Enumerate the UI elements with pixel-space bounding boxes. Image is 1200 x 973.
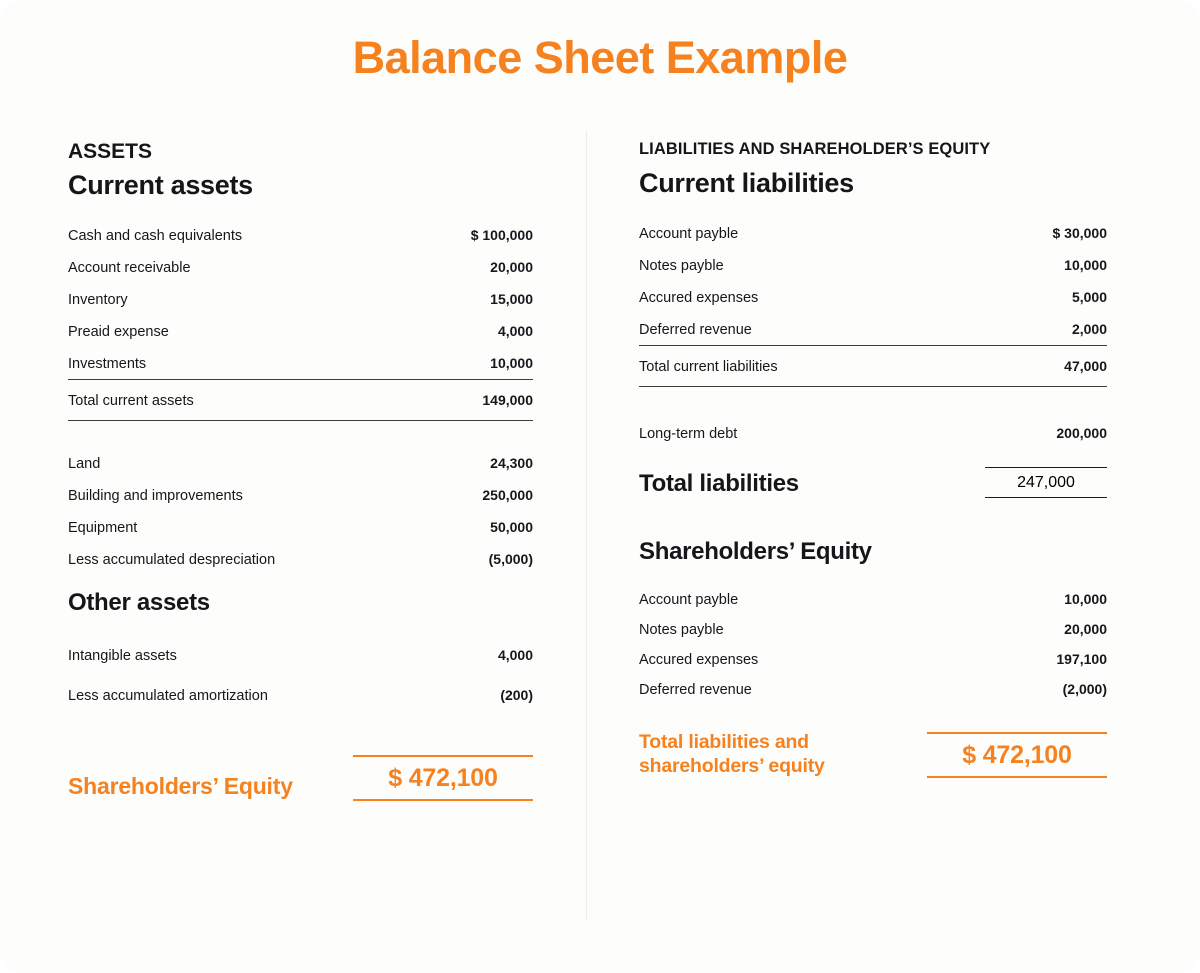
current-assets-rows xyxy=(68,219,533,379)
page-title: Balance Sheet Example xyxy=(352,32,848,83)
row-label: Account payble xyxy=(639,591,739,608)
table-row xyxy=(639,614,1107,644)
table-row xyxy=(639,584,1107,614)
table-row xyxy=(68,675,533,715)
row-label: Total current liabilities xyxy=(639,359,778,376)
row-label: Inventory xyxy=(68,292,128,309)
row-value: 24,300 xyxy=(490,455,533,472)
row-label: Equipment xyxy=(68,520,138,537)
spacer xyxy=(639,453,1107,467)
row-label: Notes payble xyxy=(639,621,724,638)
other-assets-heading: Other assets xyxy=(68,589,210,617)
spacer xyxy=(68,421,533,447)
row-value: 197,100 xyxy=(1056,650,1107,667)
total-current-liabilities-bottom-rule xyxy=(639,386,1107,387)
other-assets-rows xyxy=(68,635,533,715)
row-value: 250,000 xyxy=(482,487,533,504)
table-row xyxy=(639,249,1107,281)
row-value: 4,000 xyxy=(497,323,533,340)
shareholders-equity-heading: Shareholders’ Equity xyxy=(639,538,872,566)
row-value: 5,000 xyxy=(1071,289,1107,306)
total-current-assets-bottom-rule xyxy=(68,420,533,421)
total-liabilities-value: 247,000 xyxy=(1017,474,1075,492)
current-liabilities-rows xyxy=(639,217,1107,345)
row-label: Account payble xyxy=(639,226,739,243)
table-row xyxy=(639,217,1107,249)
table-row xyxy=(68,283,533,315)
spacer xyxy=(639,387,1107,413)
grand-total-label: Shareholders’ Equity xyxy=(68,773,293,800)
long-term-debt-row xyxy=(639,413,1107,453)
spacer xyxy=(68,575,533,589)
table-row xyxy=(68,347,533,379)
row-label: Accured expenses xyxy=(639,651,759,668)
table-row xyxy=(68,479,533,511)
row-value: (5,000) xyxy=(488,551,533,568)
spacer xyxy=(639,704,1107,730)
total-liabilities-block xyxy=(639,467,1107,498)
row-value: 10,000 xyxy=(490,355,533,372)
column-divider xyxy=(586,130,587,920)
row-value: 10,000 xyxy=(1064,590,1107,607)
row-value: 2,000 xyxy=(1071,321,1107,338)
table-row xyxy=(639,674,1107,704)
row-value: (200) xyxy=(500,686,533,703)
row-label: Intangible assets xyxy=(68,647,177,664)
row-label: Investments xyxy=(68,356,147,373)
table-row xyxy=(639,281,1107,313)
table-row xyxy=(68,447,533,479)
table-row xyxy=(68,251,533,283)
grand-total-value: $ 472,100 xyxy=(962,741,1072,770)
row-value: $ 100,000 xyxy=(470,227,533,244)
row-label: Accured expenses xyxy=(639,290,759,307)
row-value: 15,000 xyxy=(490,291,533,308)
row-value: $ 30,000 xyxy=(1052,225,1107,242)
grand-total-value: $ 472,100 xyxy=(388,763,498,792)
row-value: 10,000 xyxy=(1064,257,1107,274)
row-value: 200,000 xyxy=(1056,425,1107,442)
row-label: Cash and cash equivalents xyxy=(68,228,243,245)
row-label: Less accumulated despreciation xyxy=(68,552,276,569)
row-label: Preaid expense xyxy=(68,324,169,341)
grand-total-box xyxy=(353,755,533,801)
row-value: 50,000 xyxy=(490,519,533,536)
table-row xyxy=(639,644,1107,674)
row-value: 149,000 xyxy=(482,392,533,409)
assets-eyebrow: ASSETS xyxy=(68,140,153,163)
row-value: 20,000 xyxy=(1064,620,1107,637)
row-label: Notes payble xyxy=(639,258,724,275)
table-row xyxy=(68,315,533,347)
row-label: Deferred revenue xyxy=(639,681,752,698)
table-row xyxy=(68,543,533,575)
current-liabilities-heading: Current liabilities xyxy=(639,167,854,198)
total-current-liabilities-top-rule xyxy=(639,345,1107,346)
row-label: Building and improvements xyxy=(68,488,243,505)
assets-column xyxy=(68,140,533,801)
row-label: Deferred revenue xyxy=(639,322,752,339)
row-value: 20,000 xyxy=(490,259,533,276)
row-label: Account receivable xyxy=(68,260,191,277)
liabilities-grand-total xyxy=(639,730,1107,779)
row-label: Long-term debt xyxy=(639,426,738,443)
liabilities-column xyxy=(639,140,1107,778)
assets-grand-total xyxy=(68,755,533,801)
spacer xyxy=(639,498,1107,538)
row-label: Total current assets xyxy=(68,393,194,410)
row-value: (2,000) xyxy=(1062,680,1107,697)
table-row xyxy=(68,219,533,251)
total-current-liabilities-row xyxy=(639,346,1107,386)
fixed-assets-rows xyxy=(68,447,533,575)
row-label: Less accumulated amortization xyxy=(68,687,268,704)
spacer xyxy=(68,715,533,755)
total-liabilities-label: Total liabilities xyxy=(639,470,799,498)
row-value: 47,000 xyxy=(1064,358,1107,375)
table-row xyxy=(68,635,533,675)
table-row xyxy=(639,313,1107,345)
shareholders-equity-rows xyxy=(639,584,1107,704)
current-assets-heading: Current assets xyxy=(68,170,253,201)
total-liabilities-box xyxy=(985,467,1107,498)
table-row xyxy=(68,511,533,543)
total-current-assets-top-rule xyxy=(68,379,533,380)
liabilities-eyebrow: LIABILITIES AND SHAREHOLDER’S EQUITY xyxy=(639,140,991,158)
grand-total-label: Total liabilities and shareholders’ equity xyxy=(639,730,825,777)
row-value: 4,000 xyxy=(497,646,533,663)
grand-total-box xyxy=(927,732,1107,778)
row-label: Land xyxy=(68,456,101,473)
total-current-assets-row xyxy=(68,380,533,420)
